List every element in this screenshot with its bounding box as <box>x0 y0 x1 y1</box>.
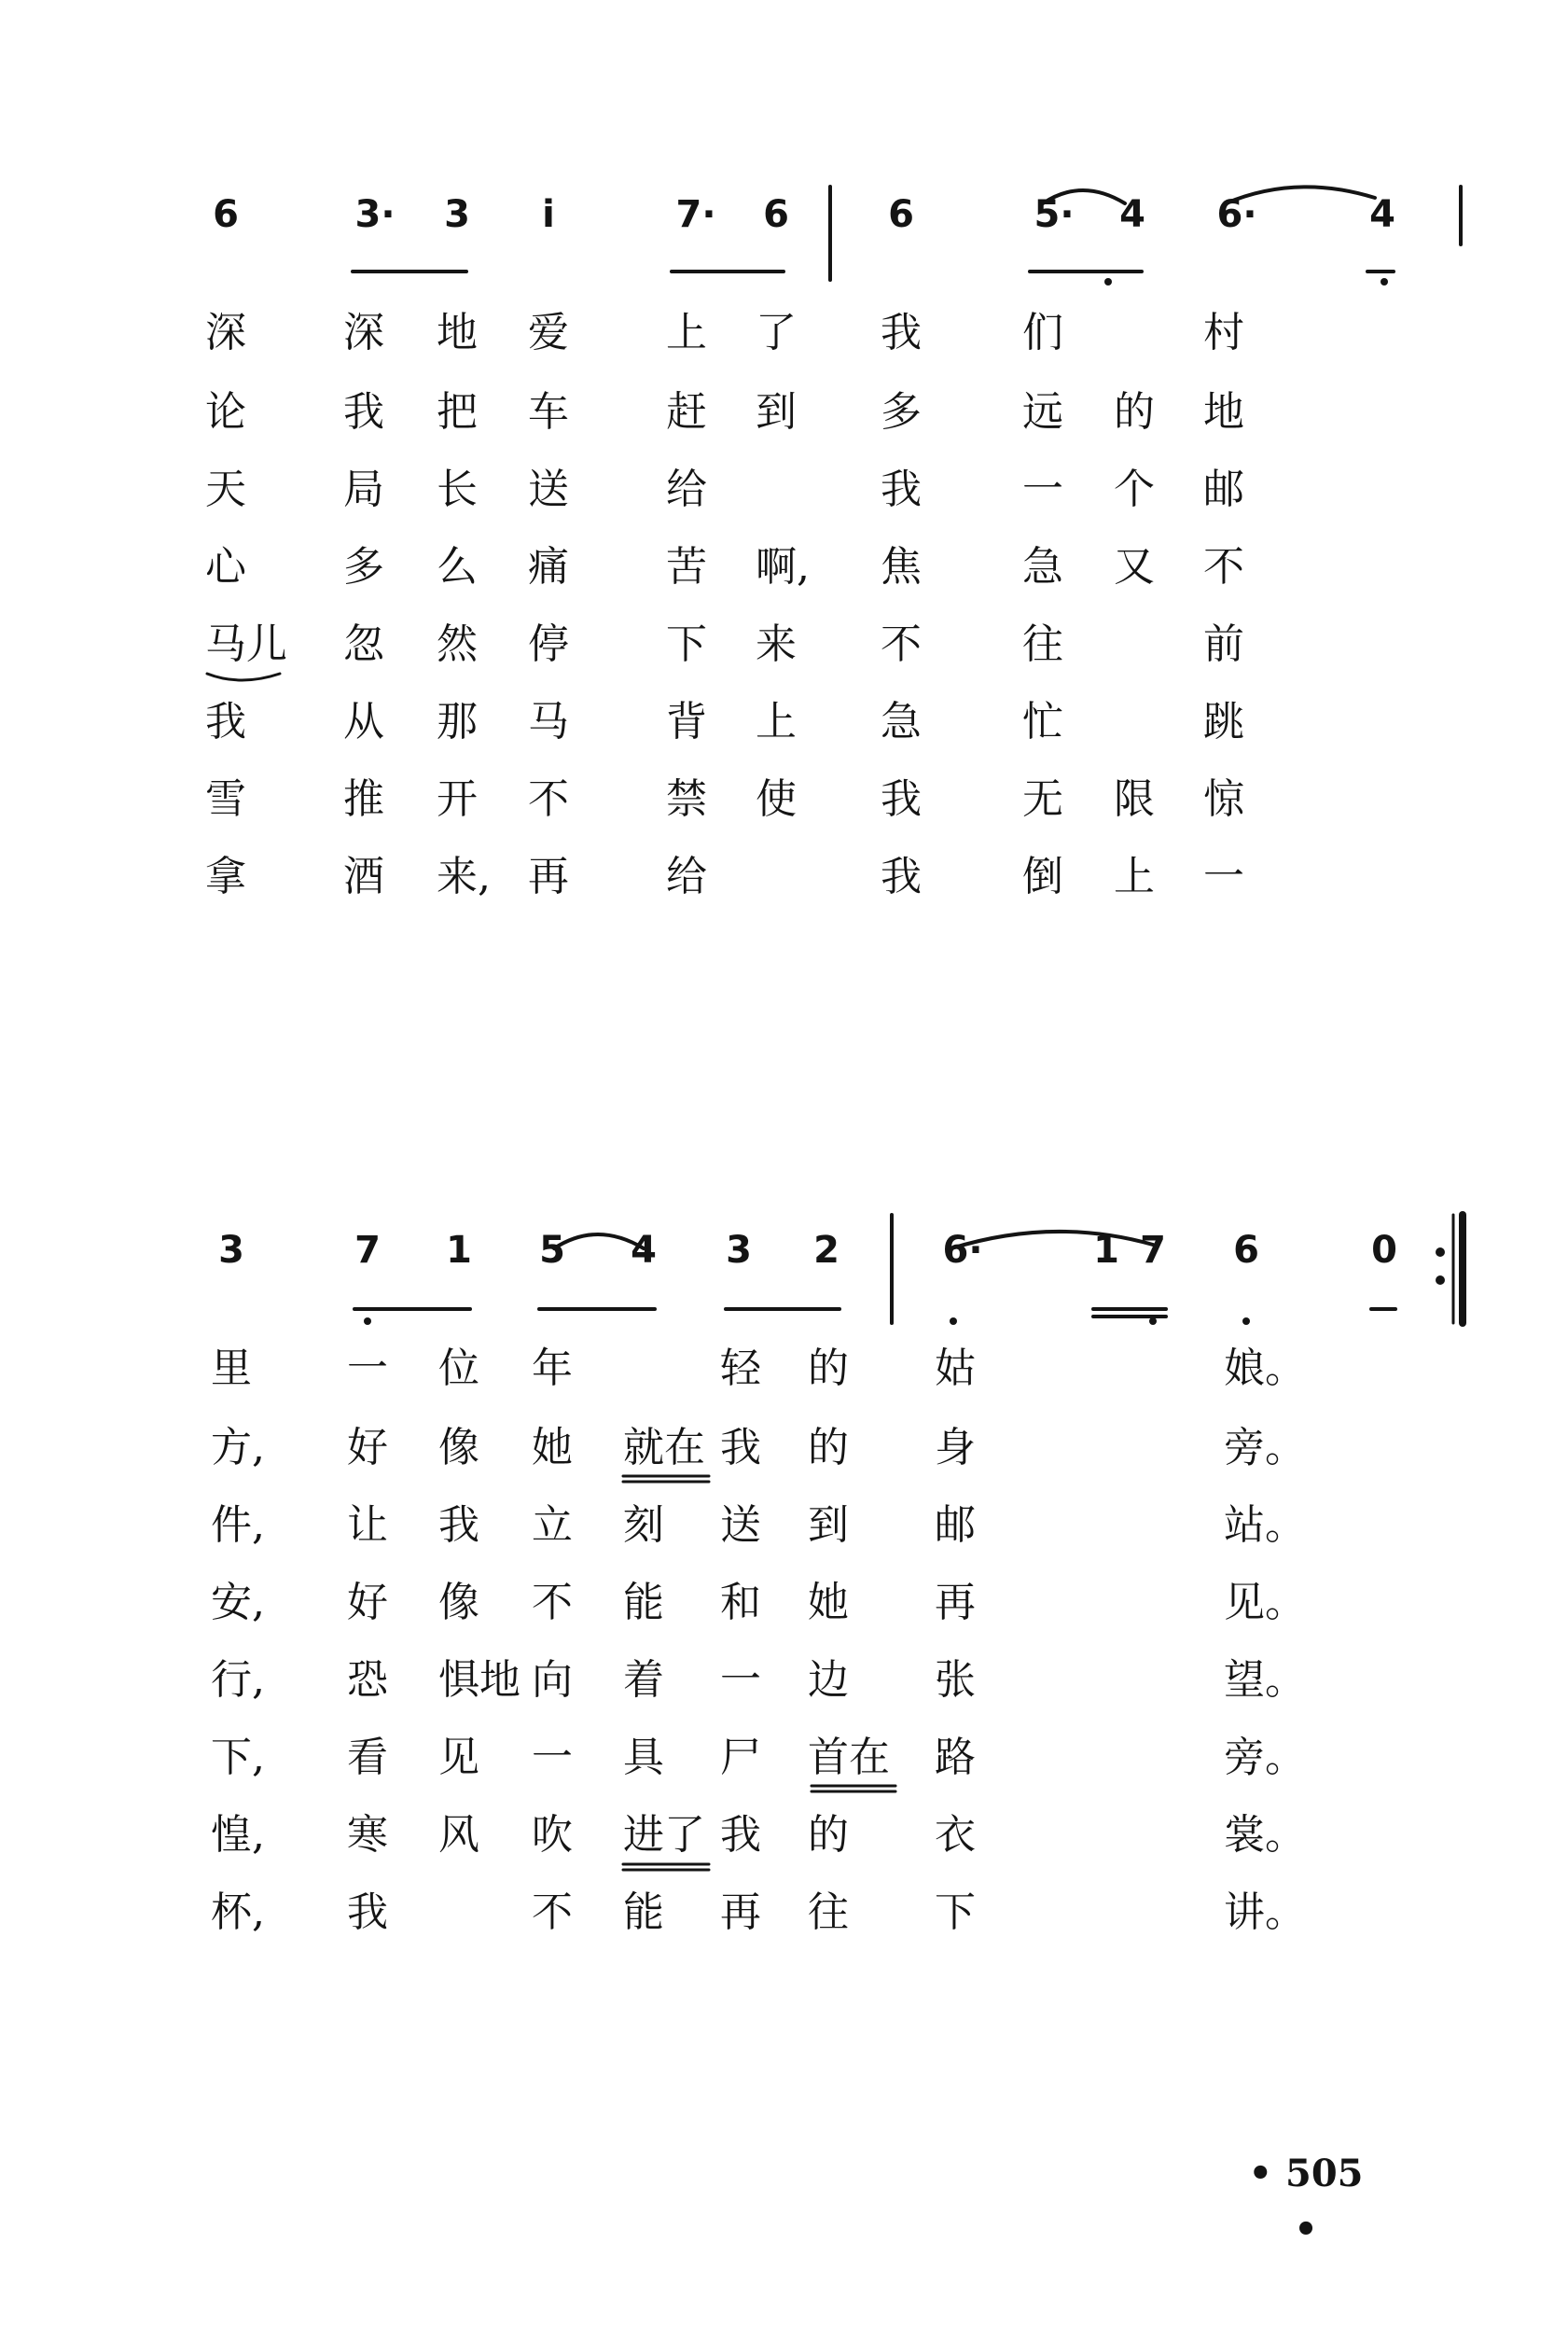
lyric-line-1 <box>0 294 1568 372</box>
lyric-syllable: 的 <box>808 1811 849 1859</box>
note: 6 <box>888 193 914 236</box>
lyric-syllable: 深 <box>343 309 384 356</box>
lyric-syllable: 到 <box>756 388 797 436</box>
lyric-syllable: 跳 <box>1203 698 1244 745</box>
lyric-syllable: 吹 <box>532 1811 573 1859</box>
lyric-syllable: 来, <box>437 853 491 900</box>
lyric-syllable: 她 <box>532 1424 573 1471</box>
lyric-syllable: 不 <box>528 775 569 823</box>
lyric-syllable: 我 <box>347 1888 388 1936</box>
lyric-syllable: 一 <box>1203 853 1244 900</box>
lyric-syllable: 件, <box>211 1501 265 1549</box>
lyric-syllable: 长 <box>437 466 478 513</box>
music-system-1 <box>0 177 1568 924</box>
note: 3 <box>444 193 470 236</box>
lyric-line-2 <box>0 1409 1568 1487</box>
lyric-syllable: 惶, <box>211 1811 265 1859</box>
lyric-syllable: 心 <box>205 543 246 591</box>
lyric-syllable: 邮 <box>935 1501 976 1549</box>
note: 4 <box>1119 193 1145 236</box>
lyric-syllable: 姑 <box>935 1345 976 1392</box>
note: 2 <box>813 1229 840 1272</box>
lyric-syllable: 不 <box>881 620 922 668</box>
lyric-syllable: 年 <box>532 1345 573 1392</box>
note: 3 <box>218 1229 244 1272</box>
lyric-syllable: 远 <box>1022 388 1063 436</box>
note: 7 <box>1140 1229 1166 1272</box>
lyric-syllable: 们 <box>1022 309 1063 356</box>
lyric-line-6 <box>0 1719 1568 1797</box>
lyric-syllable: 恐 <box>347 1656 388 1704</box>
lyric-syllable: 使 <box>756 775 797 823</box>
lyric-syllable: 的 <box>808 1424 849 1471</box>
lyric-syllable: 娘。 <box>1224 1345 1306 1392</box>
lyric-syllable: 拿 <box>205 853 246 900</box>
lyric-syllable: 尸 <box>720 1734 761 1781</box>
lyric-syllable: 像 <box>438 1579 479 1626</box>
lyric-syllable: 她 <box>808 1579 849 1626</box>
lyric-syllable: 停 <box>528 620 569 668</box>
lyric-syllable: 推 <box>343 775 384 823</box>
note: 4 <box>631 1229 657 1272</box>
lyric-syllable: 寒 <box>347 1811 388 1859</box>
lyric-syllable: 一 <box>347 1345 388 1392</box>
lyric-syllable: 痛 <box>528 543 569 591</box>
lyric-syllable: 我 <box>205 698 246 745</box>
lyric-syllable: 不 <box>532 1888 573 1936</box>
lyric-syllable: 站。 <box>1224 1501 1306 1549</box>
lyric-syllable: 好 <box>347 1424 388 1471</box>
lyric-syllable: 的 <box>808 1345 849 1392</box>
lyric-syllable: 上 <box>666 309 707 356</box>
lyric-syllable: 上 <box>1114 853 1155 900</box>
lyric-syllable: 里 <box>211 1345 252 1392</box>
lyric-syllable: 刻 <box>623 1501 664 1549</box>
lyric-syllable: 见。 <box>1224 1579 1306 1626</box>
lyric-line-7 <box>0 760 1568 839</box>
lyric-syllable: 轻 <box>720 1345 761 1392</box>
lyric-syllable: 风 <box>438 1811 479 1859</box>
lyric-syllable: 送 <box>528 466 569 513</box>
lyric-syllable: 多 <box>881 388 922 436</box>
note: 0 <box>1371 1229 1397 1272</box>
lyric-syllable: 把 <box>437 388 478 436</box>
lyric-syllable: 倒 <box>1022 853 1063 900</box>
lyric-syllable: 赶 <box>666 388 707 436</box>
lyric-syllable: 雪 <box>205 775 246 823</box>
lyric-syllable: 下, <box>211 1734 265 1781</box>
lyric-syllable: 我 <box>881 853 922 900</box>
lyric-syllable: 我 <box>720 1811 761 1859</box>
lyric-syllable: 一 <box>720 1656 761 1704</box>
lyric-syllable: 开 <box>437 775 478 823</box>
lyric-syllable: 惧地 <box>438 1656 520 1704</box>
lyric-line-5 <box>0 1641 1568 1720</box>
lyric-syllable: 限 <box>1114 775 1155 823</box>
lyric-syllable: 下 <box>666 620 707 668</box>
lyric-syllable: 然 <box>437 620 478 668</box>
note: 6· <box>942 1229 983 1272</box>
lyric-syllable: 旁。 <box>1224 1424 1306 1471</box>
lyric-syllable: 车 <box>528 388 569 436</box>
lyric-syllable: 一 <box>1022 466 1063 513</box>
note: i <box>542 193 555 236</box>
lyric-syllable: 能 <box>623 1888 664 1936</box>
lyric-syllable: 给 <box>666 853 707 900</box>
lyric-line-6 <box>0 683 1568 761</box>
lyric-syllable: 具 <box>623 1734 664 1781</box>
lyric-syllable: 送 <box>720 1501 761 1549</box>
lyric-syllable: 我 <box>720 1424 761 1471</box>
note: 1 <box>446 1229 472 1272</box>
lyric-syllable: 让 <box>347 1501 388 1549</box>
lyric-syllable: 爱 <box>528 309 569 356</box>
lyric-syllable: 论 <box>205 388 246 436</box>
lyric-syllable: 深 <box>205 309 246 356</box>
lyric-syllable: 忽 <box>343 620 384 668</box>
lyric-syllable: 旁。 <box>1224 1734 1306 1781</box>
note: 6 <box>213 193 239 236</box>
lyric-syllable: 裳。 <box>1224 1811 1306 1859</box>
lyric-syllable: 从 <box>343 698 384 745</box>
lyric-syllable: 背 <box>666 698 707 745</box>
lyric-syllable: 马 <box>528 698 569 745</box>
lyric-syllable: 往 <box>808 1888 849 1936</box>
page-number: • 505 • <box>1248 2152 1364 2251</box>
lyric-line-3 <box>0 1486 1568 1565</box>
lyric-syllable: 不 <box>532 1579 573 1626</box>
music-system-2 <box>0 1213 1568 1959</box>
lyric-syllable: 再 <box>528 853 569 900</box>
lyric-syllable: 村 <box>1203 309 1244 356</box>
lyric-syllable: 禁 <box>666 775 707 823</box>
lyric-syllable: 一 <box>532 1734 573 1781</box>
lyric-syllable: 马儿 <box>205 620 287 668</box>
lyric-syllable: 着 <box>623 1656 664 1704</box>
note: 3 <box>726 1229 752 1272</box>
lyric-syllable: 苦 <box>666 543 707 591</box>
lyric-syllable: 进了 <box>623 1811 705 1859</box>
lyric-line-2 <box>0 373 1568 452</box>
lyric-syllable: 邮 <box>1203 466 1244 513</box>
lyric-line-1 <box>0 1330 1568 1408</box>
lyric-syllable: 张 <box>935 1656 976 1704</box>
note: 5· <box>1034 193 1075 236</box>
lyric-syllable: 讲。 <box>1224 1888 1306 1936</box>
lyric-syllable: 就在 <box>623 1424 705 1471</box>
lyric-syllable: 焦 <box>881 543 922 591</box>
lyric-syllable: 上 <box>756 698 797 745</box>
lyric-syllable: 我 <box>438 1501 479 1549</box>
lyric-line-8 <box>0 838 1568 916</box>
lyric-syllable: 安, <box>211 1579 265 1626</box>
lyric-syllable: 衣 <box>935 1811 976 1859</box>
lyric-syllable: 再 <box>720 1888 761 1936</box>
lyric-syllable: 见 <box>438 1734 479 1781</box>
lyric-syllable: 边 <box>808 1656 849 1704</box>
lyric-syllable: 来 <box>756 620 797 668</box>
lyric-syllable: 酒 <box>343 853 384 900</box>
note: 5 <box>539 1229 565 1272</box>
lyric-syllable: 局 <box>343 466 384 513</box>
lyric-syllable: 像 <box>438 1424 479 1471</box>
lyric-syllable: 给 <box>666 466 707 513</box>
lyric-syllable: 和 <box>720 1579 761 1626</box>
note: 6· <box>1216 193 1257 236</box>
lyric-syllable: 地 <box>1203 388 1244 436</box>
lyric-syllable: 忙 <box>1022 698 1063 745</box>
lyric-line-5 <box>0 606 1568 684</box>
note: 4 <box>1369 193 1395 236</box>
lyric-syllable: 方, <box>211 1424 265 1471</box>
lyric-line-4 <box>0 528 1568 606</box>
lyric-syllable: 急 <box>881 698 922 745</box>
lyric-syllable: 我 <box>881 309 922 356</box>
lyric-syllable: 到 <box>808 1501 849 1549</box>
lyric-line-8 <box>0 1874 1568 1952</box>
lyric-line-7 <box>0 1796 1568 1874</box>
lyric-syllable: 再 <box>935 1579 976 1626</box>
lyric-syllable: 我 <box>343 388 384 436</box>
note: 1 <box>1093 1229 1119 1272</box>
lyric-syllable: 多 <box>343 543 384 591</box>
note: 7 <box>354 1229 381 1272</box>
lyric-syllable: 么 <box>437 543 478 591</box>
note: 3· <box>354 193 395 236</box>
lyric-syllable: 看 <box>347 1734 388 1781</box>
lyric-syllable: 天 <box>205 466 246 513</box>
lyric-syllable: 那 <box>437 698 478 745</box>
lyric-syllable: 无 <box>1022 775 1063 823</box>
note: 6 <box>1233 1229 1259 1272</box>
lyric-syllable: 往 <box>1022 620 1063 668</box>
lyric-syllable: 我 <box>881 466 922 513</box>
lyric-syllable: 地 <box>437 309 478 356</box>
note: 6 <box>763 193 789 236</box>
lyric-syllable: 好 <box>347 1579 388 1626</box>
lyric-syllable: 能 <box>623 1579 664 1626</box>
lyric-syllable: 啊, <box>756 543 810 591</box>
lyric-syllable: 个 <box>1114 466 1155 513</box>
lyric-syllable: 首在 <box>808 1734 890 1781</box>
lyric-syllable: 路 <box>935 1734 976 1781</box>
lyric-line-3 <box>0 451 1568 529</box>
lyric-syllable: 位 <box>438 1345 479 1392</box>
lyric-syllable: 立 <box>532 1501 573 1549</box>
lyric-syllable: 向 <box>532 1656 573 1704</box>
lyric-syllable: 急 <box>1022 543 1063 591</box>
lyric-syllable: 我 <box>881 775 922 823</box>
note: 7· <box>675 193 716 236</box>
lyric-syllable: 了 <box>756 309 797 356</box>
lyric-syllable: 杯, <box>211 1888 265 1936</box>
lyric-syllable: 又 <box>1114 543 1155 591</box>
lyric-syllable: 下 <box>935 1888 976 1936</box>
lyric-syllable: 前 <box>1203 620 1244 668</box>
lyric-syllable: 身 <box>935 1424 976 1471</box>
lyric-syllable: 惊 <box>1203 775 1244 823</box>
lyric-syllable: 的 <box>1114 388 1155 436</box>
lyric-syllable: 不 <box>1203 543 1244 591</box>
lyric-line-4 <box>0 1564 1568 1642</box>
lyric-syllable: 行, <box>211 1656 265 1704</box>
lyric-syllable: 望。 <box>1224 1656 1306 1704</box>
